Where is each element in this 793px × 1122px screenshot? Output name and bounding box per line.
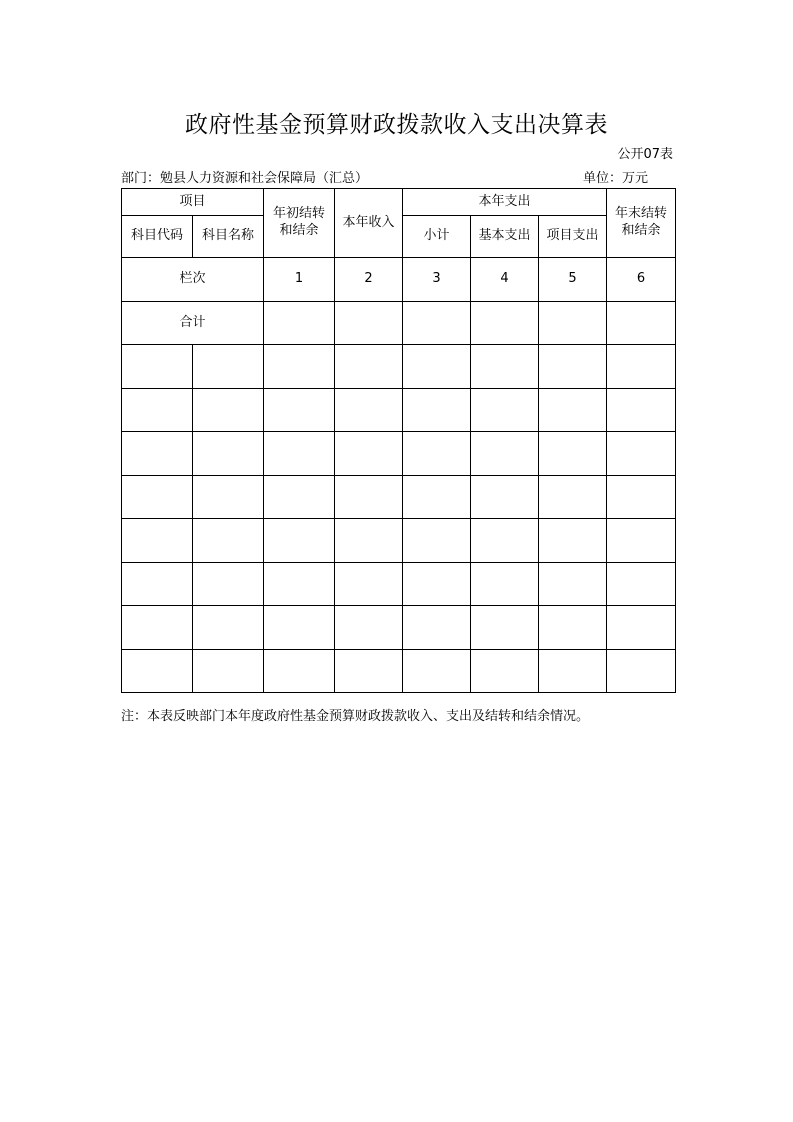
- table-cell: [607, 562, 676, 606]
- header-opening-balance-line1: 年初结转: [273, 206, 326, 222]
- header-basic-expenditure: 基本支出: [471, 216, 539, 258]
- header-project-expenditure: 项目支出: [539, 216, 607, 258]
- table-row: [122, 475, 676, 519]
- table-cell: [403, 519, 471, 563]
- header-opening-balance: [264, 189, 335, 258]
- table-cell: [335, 649, 403, 693]
- table-cell: [122, 649, 193, 693]
- table-cell: [335, 432, 403, 476]
- table-cell: [403, 562, 471, 606]
- table-row: [122, 649, 676, 693]
- table-cell: [403, 649, 471, 693]
- table-cell: [607, 345, 676, 389]
- table-cell: [471, 432, 539, 476]
- page-title: 政府性基金预算财政拨款收入支出决算表: [185, 112, 608, 138]
- table-cell: [539, 432, 607, 476]
- header-income: 本年收入: [335, 189, 403, 258]
- table-cell: [264, 432, 335, 476]
- table-cell: [471, 606, 539, 650]
- table-cell: [539, 562, 607, 606]
- footnote: 注：本表反映部门本年度政府性基金预算财政拨款收入、支出及结转和结余情况。: [121, 709, 590, 724]
- header-closing-balance-line1: 年末结转: [615, 206, 668, 222]
- column-index-5: 5: [539, 258, 607, 302]
- table-row: [122, 562, 676, 606]
- table-cell: [122, 606, 193, 650]
- table-cell: [607, 302, 676, 345]
- table-cell: [122, 345, 193, 389]
- table-cell: [403, 388, 471, 432]
- table-cell: [193, 519, 264, 563]
- table-cell: [193, 345, 264, 389]
- header-closing-balance: [607, 189, 676, 258]
- table-cell: [122, 475, 193, 519]
- table-cell: [122, 519, 193, 563]
- table-cell: [264, 345, 335, 389]
- table-row: [122, 345, 676, 389]
- table-cell: [539, 519, 607, 563]
- table-cell: [335, 606, 403, 650]
- column-index-3: 3: [403, 258, 471, 302]
- table-cell: [264, 606, 335, 650]
- table-cell: [264, 388, 335, 432]
- header-subject-name: 科目名称: [193, 216, 264, 258]
- table-cell: [471, 388, 539, 432]
- table-cell: [539, 345, 607, 389]
- header-closing-balance-line2: 和结余: [621, 223, 661, 238]
- table-cell: [471, 519, 539, 563]
- table-cell: [607, 649, 676, 693]
- table-cell: [539, 606, 607, 650]
- budget-table: [121, 188, 676, 693]
- table-cell: [403, 302, 471, 345]
- table-cell: [264, 649, 335, 693]
- table-cell: [335, 475, 403, 519]
- table-cell: [193, 562, 264, 606]
- column-index-1: 1: [264, 258, 335, 302]
- table-cell: [607, 432, 676, 476]
- total-row: [122, 302, 676, 345]
- table-cell: [264, 302, 335, 345]
- table-cell: [193, 606, 264, 650]
- table-cell: [193, 475, 264, 519]
- table-cell: [335, 388, 403, 432]
- table-cell: [471, 562, 539, 606]
- table-cell: [335, 519, 403, 563]
- header-expenditure: 本年支出: [403, 189, 607, 216]
- header-opening-balance-line2: 和结余: [279, 223, 319, 238]
- column-index-label: 栏次: [122, 258, 264, 302]
- header-subject-code: 科目代码: [122, 216, 193, 258]
- table-cell: [264, 519, 335, 563]
- table-cell: [607, 519, 676, 563]
- table-cell: [539, 388, 607, 432]
- table-cell: [471, 649, 539, 693]
- column-index-row: [122, 258, 676, 302]
- table-cell: [122, 562, 193, 606]
- department-label: 部门：勉县人力资源和社会保障局（汇总）: [121, 171, 369, 186]
- table-cell: [122, 432, 193, 476]
- table-row: [122, 388, 676, 432]
- table-row: [122, 519, 676, 563]
- table-cell: [607, 475, 676, 519]
- table-cell: [539, 302, 607, 345]
- table-cell: [264, 475, 335, 519]
- header-subtotal: 小计: [403, 216, 471, 258]
- table-cell: [403, 606, 471, 650]
- table-cell: [403, 345, 471, 389]
- column-index-6: 6: [607, 258, 676, 302]
- table-cell: [471, 302, 539, 345]
- table-cell: [264, 562, 335, 606]
- unit-label: 单位：万元: [583, 171, 649, 186]
- table-row: [122, 432, 676, 476]
- table-cell: [403, 475, 471, 519]
- table-cell: [607, 388, 676, 432]
- empty-rows: [122, 345, 676, 693]
- table-cell: [539, 649, 607, 693]
- table-cell: [193, 388, 264, 432]
- table-cell: [335, 302, 403, 345]
- table-cell: [471, 475, 539, 519]
- table-cell: [193, 432, 264, 476]
- table-cell: [335, 345, 403, 389]
- header-item: 项目: [122, 189, 264, 216]
- table-cell: [471, 345, 539, 389]
- total-row-label: 合计: [122, 302, 264, 345]
- form-number: 公开07表: [617, 147, 673, 162]
- table-cell: [607, 606, 676, 650]
- table-cell: [403, 432, 471, 476]
- table-cell: [335, 562, 403, 606]
- column-index-4: 4: [471, 258, 539, 302]
- header-row-1: [122, 189, 676, 216]
- table-cell: [193, 649, 264, 693]
- table-cell: [122, 388, 193, 432]
- table-row: [122, 606, 676, 650]
- column-index-2: 2: [335, 258, 403, 302]
- table-cell: [539, 475, 607, 519]
